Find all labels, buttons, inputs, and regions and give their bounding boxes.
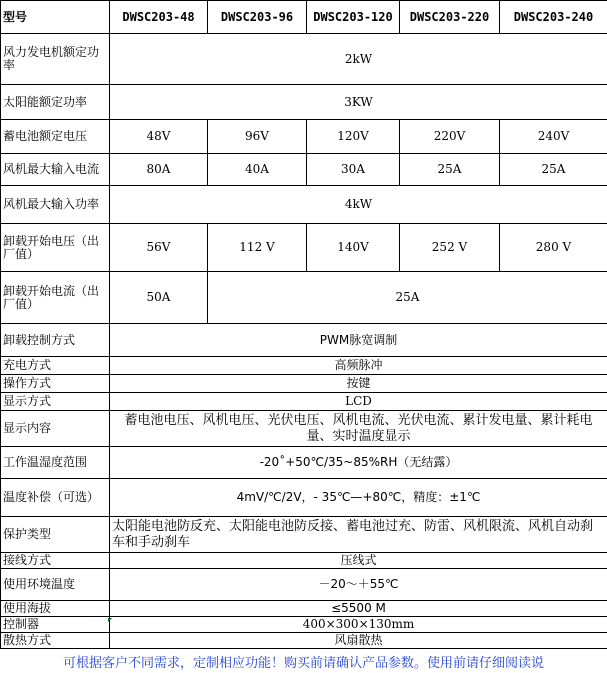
cell-value: 240V <box>500 120 607 154</box>
cell-value: 220V <box>400 120 500 154</box>
row-label: 卸载开始电流（出厂值） <box>1 272 110 324</box>
row-label: 散热方式 <box>1 633 110 649</box>
row-value: PWM脉宽调制 <box>110 324 607 357</box>
cell-value: 40A <box>208 154 307 186</box>
row-label: 太阳能额定功率 <box>1 85 110 120</box>
row-value: 太阳能电池防反充、太阳能电池防反接、蓄电池过充、防雷、风机限流、风机自动刹车和手动刹车 <box>110 517 607 553</box>
row-value: 400×300×130mm <box>110 617 607 633</box>
row-label: 接线方式 <box>1 553 110 569</box>
cell-value: 25A <box>400 154 500 186</box>
row-value: 25A <box>208 272 607 324</box>
table-row <box>1 553 607 569</box>
row-value: 压线式 <box>110 553 607 569</box>
row-value: LCD <box>110 393 607 411</box>
model-header-96: DWSC203-96 <box>208 1 307 34</box>
header-row <box>1 1 607 34</box>
row-value: 风扇散热 <box>110 633 607 649</box>
cell-value: 50A <box>110 272 208 324</box>
table-row <box>1 120 607 154</box>
row-label: 风力发电机额定功率 <box>1 34 110 85</box>
table-row <box>1 375 607 393</box>
row-label: 卸载控制方式 <box>1 324 110 357</box>
cell-value: 112 V <box>208 224 307 272</box>
cell-value: 30A <box>307 154 400 186</box>
model-header-240: DWSC203-240 <box>500 1 607 34</box>
row-label: 显示方式 <box>1 393 110 411</box>
table-row <box>1 224 607 272</box>
cell-value: 56V <box>110 224 208 272</box>
row-value: 按键 <box>110 375 607 393</box>
row-value: 4mV/℃/2V，- 35℃—+80℃，精度：±1℃ <box>110 479 607 517</box>
table-row <box>1 34 607 85</box>
table-row <box>1 357 607 375</box>
cell-value: 120V <box>307 120 400 154</box>
model-header-220: DWSC203-220 <box>400 1 500 34</box>
row-value: －20～＋55℃ <box>110 569 607 601</box>
model-header-label: 型号 <box>1 1 110 34</box>
row-label: 保护类型 <box>1 517 110 553</box>
table-row <box>1 186 607 224</box>
cell-value: 140V <box>307 224 400 272</box>
table-row <box>1 601 607 617</box>
row-label: 风机最大输入功率 <box>1 186 110 224</box>
row-label: 工作温湿度范围 <box>1 447 110 479</box>
table-row <box>1 154 607 186</box>
table-row <box>1 617 607 633</box>
row-value: -20˚+50℃/35~85%RH（无结露） <box>110 447 607 479</box>
table-row <box>1 479 607 517</box>
cell-value: 96V <box>208 120 307 154</box>
cell-value: 280 V <box>500 224 607 272</box>
row-value: 高频脉冲 <box>110 357 607 375</box>
row-label: 温度补偿（可选） <box>1 479 110 517</box>
table-row <box>1 393 607 411</box>
row-label: 卸载开始电压（出厂值） <box>1 224 110 272</box>
row-value: 3KW <box>110 85 607 120</box>
table-row <box>1 517 607 553</box>
table-row <box>1 411 607 447</box>
footer-note: 可根据客户不同需求，定制相应功能！购买前请确认产品参数。使用前请仔细阅读说 <box>62 656 544 671</box>
row-label: 使用海拔 <box>1 601 110 617</box>
row-value: 2kW <box>110 34 607 85</box>
row-label: 控制器 <box>1 617 110 633</box>
row-label: 蓄电池额定电压 <box>1 120 110 154</box>
model-header-48: DWSC203-48 <box>110 1 208 34</box>
row-label: 风机最大输入电流 <box>1 154 110 186</box>
table-row <box>1 272 607 324</box>
cell-corner-marker <box>108 618 112 622</box>
cell-value: 25A <box>500 154 607 186</box>
row-value: 4kW <box>110 186 607 224</box>
cell-value: 48V <box>110 120 208 154</box>
table-row <box>1 447 607 479</box>
row-label: 操作方式 <box>1 375 110 393</box>
row-label: 充电方式 <box>1 357 110 375</box>
table-row <box>1 85 607 120</box>
cell-value: 80A <box>110 154 208 186</box>
row-label: 使用环境温度 <box>1 569 110 601</box>
table-row <box>1 633 607 649</box>
row-value: ≤5500 M <box>110 601 607 617</box>
row-label: 显示内容 <box>1 411 110 447</box>
model-header-120: DWSC203-120 <box>307 1 400 34</box>
table-row <box>1 569 607 601</box>
cell-value: 252 V <box>400 224 500 272</box>
row-value: 蓄电池电压、风机电压、光伏电压、风机电流、光伏电流、累计发电量、累计耗电量、实时温度显示 <box>110 411 607 447</box>
table-row <box>1 324 607 357</box>
